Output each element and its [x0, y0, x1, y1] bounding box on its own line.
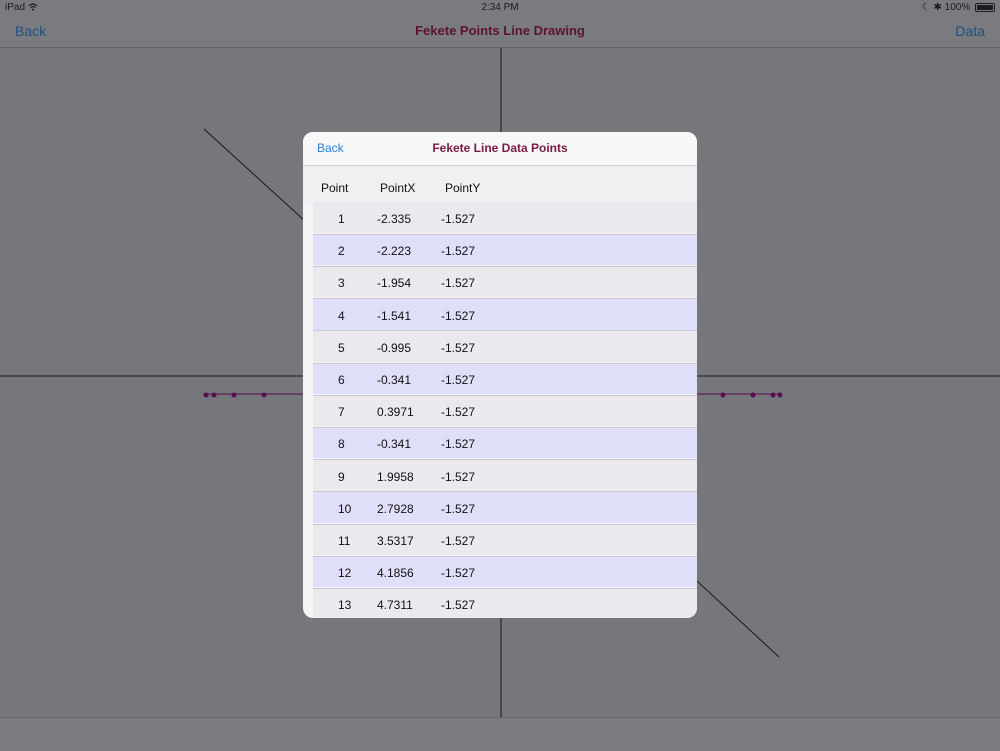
cell-pointy: -1.527	[441, 373, 476, 387]
row-separator	[313, 524, 697, 525]
cell-pointx: -1.541	[377, 308, 412, 323]
column-header-pointy: PointY	[445, 181, 481, 195]
cell-pointy: -1.527	[441, 308, 476, 323]
fekete-point	[721, 393, 726, 398]
back-button[interactable]: Back	[15, 23, 47, 39]
cell-pointy: -1.527	[441, 501, 476, 516]
table-row[interactable]	[313, 588, 697, 618]
table-row[interactable]	[313, 427, 697, 458]
status-bar	[0, 0, 1000, 16]
column-header-point: Point	[321, 181, 349, 195]
bottom-toolbar	[0, 717, 1000, 751]
data-points-modal	[303, 132, 697, 618]
row-separator	[313, 556, 697, 557]
table-row[interactable]	[313, 234, 697, 265]
cell-pointx: -0.341	[377, 437, 412, 452]
row-separator	[313, 363, 697, 364]
cell-pointy: -1.527	[441, 340, 476, 355]
modal-title: Fekete Line Data Points	[432, 141, 568, 155]
fekete-point	[232, 393, 237, 398]
bluetooth-icon: ✱	[933, 2, 942, 13]
row-separator	[313, 588, 697, 589]
cell-pointx: 0.3971	[377, 405, 414, 420]
fekete-point	[204, 393, 209, 398]
table-row[interactable]	[313, 363, 697, 394]
table-row[interactable]	[313, 492, 697, 523]
table-row[interactable]	[313, 460, 697, 491]
table-row[interactable]	[313, 524, 697, 555]
cell-point: 11	[338, 534, 351, 548]
table-row[interactable]	[313, 266, 697, 297]
cell-point: 4	[338, 308, 345, 323]
cell-pointx: 3.5317	[377, 534, 414, 548]
cell-point: 3	[338, 276, 345, 291]
table-row[interactable]	[313, 395, 697, 426]
row-separator	[313, 234, 697, 235]
row-separator	[313, 298, 697, 299]
data-button[interactable]: Data	[955, 23, 985, 39]
cell-pointy: -1.527	[441, 534, 476, 548]
cell-point: 10	[338, 501, 352, 516]
cell-pointy: -1.527	[441, 469, 476, 484]
cell-pointy: -1.527	[441, 212, 476, 226]
row-separator	[313, 491, 697, 492]
table-row[interactable]	[313, 299, 697, 330]
fekete-point	[778, 393, 783, 398]
row-separator	[313, 459, 697, 460]
cell-pointx: 1.9958	[377, 469, 414, 484]
diagonal-line-lower	[697, 581, 779, 657]
cell-point: 6	[338, 373, 345, 387]
cell-pointx: -0.995	[377, 340, 412, 355]
status-right	[922, 2, 995, 13]
cell-point: 1	[338, 212, 345, 226]
cell-point: 2	[338, 244, 345, 259]
table-row[interactable]	[313, 202, 697, 233]
battery-icon	[975, 3, 995, 12]
table-row[interactable]	[313, 556, 697, 587]
cell-pointx: -2.335	[377, 212, 412, 226]
cell-point: 13	[338, 598, 352, 613]
page-title: Fekete Points Line Drawing	[415, 23, 585, 38]
cell-point: 8	[338, 437, 345, 452]
navigation-bar	[0, 16, 1000, 48]
cell-pointx: 4.1856	[377, 566, 414, 581]
cell-pointx: -2.223	[377, 244, 412, 259]
fekete-point	[212, 393, 217, 398]
table-row[interactable]	[313, 331, 697, 362]
row-separator	[313, 330, 697, 331]
cell-pointx: -1.954	[377, 276, 412, 291]
cell-pointy: -1.527	[441, 437, 476, 452]
cell-pointy: -1.527	[441, 244, 476, 259]
device-label: iPad	[5, 2, 26, 13]
row-separator	[313, 395, 697, 396]
diagonal-line-upper	[204, 129, 305, 221]
cell-point: 7	[338, 405, 345, 420]
cell-point: 5	[338, 340, 345, 355]
column-header-pointx: PointX	[380, 181, 416, 195]
cell-pointx: 4.7311	[377, 598, 413, 613]
status-time: 2:34 PM	[481, 2, 519, 13]
cell-point: 9	[338, 469, 345, 484]
row-separator	[313, 427, 697, 428]
cell-pointy: -1.527	[441, 566, 476, 581]
fekete-point	[751, 393, 756, 398]
battery-label: 100%	[944, 2, 971, 13]
row-separator	[313, 266, 697, 267]
moon-icon: ☾	[921, 2, 931, 13]
cell-pointy: -1.527	[441, 598, 476, 613]
modal-header	[303, 132, 697, 166]
table-header	[303, 166, 697, 202]
cell-pointx: 2.7928	[377, 501, 414, 516]
cell-pointy: -1.527	[441, 405, 476, 420]
fekete-point	[771, 393, 776, 398]
fekete-point	[262, 393, 267, 398]
cell-point: 12	[338, 566, 352, 581]
cell-pointx: -0.341	[377, 373, 412, 387]
modal-back-button[interactable]: Back	[317, 141, 344, 155]
cell-pointy: -1.527	[441, 276, 476, 291]
